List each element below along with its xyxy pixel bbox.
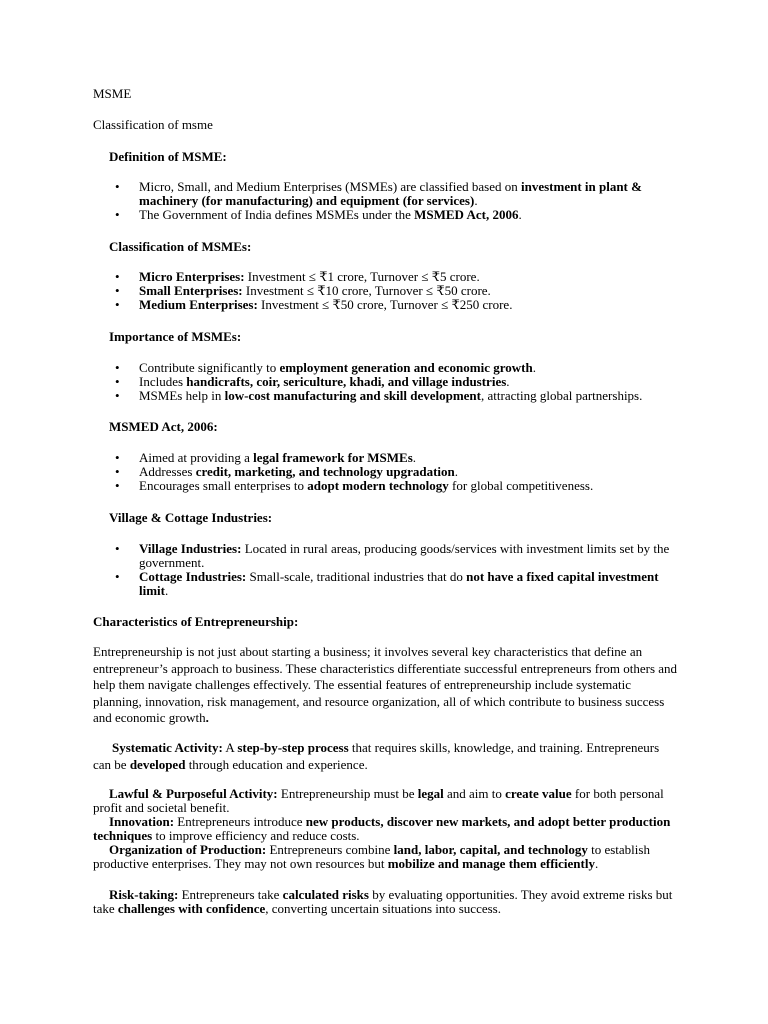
importance-list bbox=[93, 361, 683, 403]
village-list bbox=[93, 542, 683, 598]
list-item: • Contribute significantly to employment generation and economic growth. bbox=[93, 361, 683, 375]
msmed-list bbox=[93, 451, 683, 493]
entrepreneurship-heading: Characteristics of Entrepreneurship: bbox=[93, 614, 299, 629]
list-item: • Village Industries: Located in rural areas, producing goods/services with investment limits set by the government. bbox=[93, 542, 683, 570]
importance-heading: Importance of MSMEs: bbox=[109, 329, 242, 344]
definition-heading: Definition of MSME: bbox=[109, 149, 227, 164]
classification-list bbox=[93, 270, 683, 312]
risk-taking: Risk-taking: Entrepreneurs take calculated risks by evaluating opportunities. They avoid extreme risks but take challenges with confidence, converting uncertain situations into success. bbox=[93, 887, 673, 916]
list-item: • Encourages small enterprises to adopt modern technology for global competitiveness. bbox=[93, 479, 683, 493]
list-item: • The Government of India defines MSMEs under the MSMED Act, 2006. bbox=[93, 208, 683, 222]
list-item: • Medium Enterprises: Investment ≤ ₹50 crore, Turnover ≤ ₹250 crore. bbox=[93, 298, 683, 312]
list-item: • Micro Enterprises: Investment ≤ ₹1 crore, Turnover ≤ ₹5 crore. bbox=[93, 270, 683, 284]
innovation: Innovation: Entrepreneurs introduce new products, discover new markets, and adopt better production techniques to improve efficiency and reduce costs. bbox=[93, 814, 671, 843]
list-item: • Small Enterprises: Investment ≤ ₹10 crore, Turnover ≤ ₹50 crore. bbox=[93, 284, 683, 298]
organization-of-production: Organization of Production: Entrepreneurs combine land, labor, capital, and technology to establish productive enterprises. They may not own resources but mobilize and manage them efficiently. bbox=[93, 842, 650, 871]
definition-list bbox=[93, 180, 683, 222]
list-item: • Micro, Small, and Medium Enterprises (MSMEs) are classified based on investment in plant & machinery (for manufacturing) and equipment (for services). bbox=[93, 180, 683, 208]
msmed-heading: MSMED Act, 2006: bbox=[109, 419, 218, 434]
classification-heading: Classification of MSMEs: bbox=[109, 239, 252, 254]
systematic-activity: Systematic Activity: A step-by-step process that requires skills, knowledge, and training. Entrepreneurs can be developed through education and experience. bbox=[93, 740, 660, 772]
lawful-activity: Lawful & Purposeful Activity: Entrepreneurship must be legal and aim to create value for both personal profit and societal benefit. bbox=[93, 786, 664, 815]
doc-title: MSME bbox=[93, 86, 132, 101]
list-item: • Addresses credit, marketing, and technology upgradation. bbox=[93, 465, 683, 479]
list-item: • Includes handicrafts, coir, sericulture, khadi, and village industries. bbox=[93, 375, 683, 389]
list-item: • Aimed at providing a legal framework for MSMEs. bbox=[93, 451, 683, 465]
list-item: • MSMEs help in low-cost manufacturing and skill development, attracting global partnerships. bbox=[93, 389, 683, 403]
village-heading: Village & Cottage Industries: bbox=[109, 510, 273, 525]
list-item: • Cottage Industries: Small-scale, traditional industries that do not have a fixed capital investment limit. bbox=[93, 570, 683, 598]
entrepreneurship-intro: Entrepreneurship is not just about starting a business; it involves several key characteristics that define an entrepreneur’s approach to business. These characteristics differentiate successful entrepreneurs from others and help them navigate challenges effectively. The essential features of entrepreneurship include systematic planning, innovation, risk management, and resource organization, all of which contribute to business success and economic growth. bbox=[93, 644, 678, 725]
doc-subtitle: Classification of msme bbox=[93, 117, 213, 132]
